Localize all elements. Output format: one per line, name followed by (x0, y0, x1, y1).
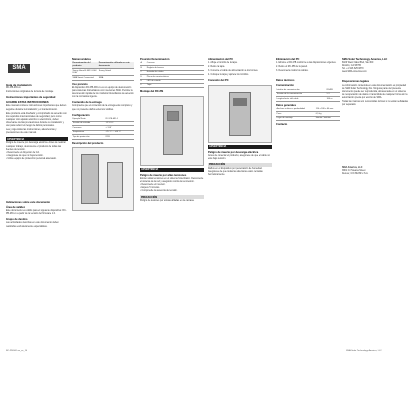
scope-heading: Contenido de la entrega (72, 101, 102, 105)
table-cell: -25 °C ... +60 °C (105, 130, 134, 134)
intro-paragraph-3: Lea y siga todas las instrucciones, advertencias y precauciones de este manual. (6, 129, 57, 135)
table-cell: Longitud máx. del cable (276, 97, 326, 101)
table-header: Denominación utilizada en este documento (98, 62, 134, 69)
scope-text: Compruebe que el contenido de la entrega esté completo y que no presente daños externos visibles. (72, 105, 133, 111)
legal-heading: Disposiciones legales (342, 80, 370, 84)
table-cell: RC-PB-MO-1 (105, 118, 134, 122)
figure-caption: Conexión del PC (208, 79, 229, 83)
table-cell: 5 V (326, 92, 340, 96)
step-item: 1. Elimine el RC-PB conforme a las disposiciones vigentes. (276, 62, 337, 65)
table-cell: SMA Smart Connected (72, 76, 98, 80)
list-item: • Desconecte el inversor. (140, 184, 204, 187)
table-cell: Ejemplo/Texto (72, 118, 105, 122)
step-item: 4. Coloque la tapa y apriete los tornillos. (208, 74, 249, 77)
column-4 (208, 56, 272, 177)
table-cell: RS485 (326, 89, 340, 93)
figure-caption: Montaje del RC-PB (140, 90, 164, 94)
use-heading: Uso previsto (72, 82, 88, 86)
warning-text: Peligro de muerte por descarga eléctrica. Antes de realizar cualquier trabajo, desconecte el producto de todas las fuentes de tensión. (6, 142, 66, 151)
table-cell: D (140, 75, 146, 79)
save-instructions-heading: GUARDE ESTAS INSTRUCCIONES (6, 101, 49, 105)
device-cover-illustration (107, 162, 123, 198)
table-cell: 0,5 kg (315, 112, 340, 116)
contact-line: Tel. +1 916 625 0870 (342, 68, 364, 71)
warning-heading: Peligro de muerte por altas tensiones (140, 173, 187, 177)
step-item: 2. Retire la tapa. (208, 66, 225, 69)
list-item: • Compruebe la ausencia de tensión. (140, 190, 204, 193)
warning-text: Existen altas tensiones en el sistema fotovoltaico. Desconecte el sistema de la red y asegúrelo contra la reconexión. (140, 177, 204, 183)
address-block (342, 167, 408, 176)
step-item: 1. Afloje el tornillo de la tapa. (208, 62, 238, 65)
table-row (276, 116, 340, 120)
connection-figure (208, 85, 272, 143)
general-table (276, 108, 340, 121)
table-cell: Peso (276, 112, 315, 116)
address-line: Denver, CO 80239 U.S.A. (342, 173, 369, 176)
warning-list (140, 184, 204, 193)
model-number: RC-PB-MO-xx (6, 87, 21, 90)
list-item: • Asegúrese de que no haya tensión. (6, 155, 68, 158)
config-table (72, 118, 134, 140)
step-item: 2. Retire el RC-PB de la pared. (276, 66, 308, 69)
step-item: 3. Desconecte todos los cables. (276, 70, 309, 73)
list-item: • Espere 5 minutos. (140, 187, 204, 190)
table-row (140, 84, 204, 88)
warning-banner: ADVERTENCIA (6, 137, 68, 141)
table-cell: 114 x 180 x 60 mm (315, 108, 340, 112)
intro-paragraph-2: Este producto está diseñado y comprobado de acuerdo con los requisitos internacionales de seguridad, pero como cualquier otro aparato eléctrico o electrónico, deben observarse ciertas precauciones durante su instalación y uso para reducir el riesgo de daños personales. (6, 112, 67, 128)
table-cell: Entrada de cables (146, 70, 204, 74)
table-title: Números/datos (72, 58, 91, 61)
table-cell: SMA (98, 76, 134, 80)
footer-right: SMA Solar Technology America, LLC (346, 350, 382, 352)
list-item: • Desconecte el disyuntor de CA. (6, 152, 68, 155)
positions-table (140, 62, 204, 88)
table-cell: Carcasa (146, 62, 204, 66)
table-cell: 12 V DC (105, 122, 134, 126)
table-cell: Anchura x altura x profundidad (276, 108, 315, 112)
general-data-heading: Datos generales (276, 103, 297, 107)
table-cell: IP65 (105, 135, 134, 139)
warning-list (6, 152, 68, 161)
column-6 (342, 56, 408, 177)
address-line: SMA America, LLC (342, 167, 363, 170)
section-text: Este documento es válido para el siguiente dispositivo: RC-PB-MO-xx a partir de la versión del firmware 1.0. (6, 210, 67, 216)
warning-heading: Peligro de muerte por descarga eléctrica (208, 150, 259, 154)
connector-illustration (233, 98, 247, 106)
table-row (72, 135, 134, 139)
table-cell: LED de estado (146, 79, 204, 83)
communication-table (276, 89, 340, 102)
table-header: Denominación del producto (72, 62, 98, 69)
table-cell: 100 m (326, 97, 340, 101)
caution-banner: PRECAUCIÓN (140, 195, 204, 199)
section-subheading: Área de validez (6, 206, 25, 210)
contact-line: 6020 West Oaks Blvd, Ste 300 (342, 62, 374, 65)
warning-text: Antes de conectar el producto, asegúrese de que el cable no esté bajo tensión. (208, 154, 270, 160)
address-line: 3801 N. Havana Street (342, 170, 366, 173)
list-item: • Utilice equipo de protección personal adecuado. (6, 158, 68, 161)
table-cell: Temperatura (72, 130, 105, 134)
section-subheading: Grupo de destino (6, 218, 28, 222)
doc-title: Guía de instalación (6, 83, 32, 87)
step-item: 3. Conecte el cable de alimentación a los bornes. (208, 70, 259, 73)
column-1 (6, 84, 68, 229)
caution-text: Peligro de lesiones por aristas afiladas en la carcasa. (140, 200, 195, 203)
contact-line: www.SMA-America.com (342, 71, 367, 74)
communication-subheading: Comunicación (276, 84, 294, 88)
trademark-text: Todas las marcas son reconocidas incluso si no están señaladas por separado. (342, 101, 408, 107)
sma-logo: SMA (8, 64, 30, 73)
mounting-figure (140, 96, 204, 166)
warning-banner: ADVERTENCIA (208, 145, 272, 149)
contact-line: Rocklin, CA 95765 (342, 65, 361, 68)
contact-company: SMA Solar Technology America, LLC (342, 58, 388, 61)
column-5 (276, 56, 340, 126)
device-illustration (81, 154, 99, 204)
table-cell: Interfaz de comunicación (276, 89, 326, 93)
safety-heading: Instrucciones importantes de seguridad (6, 96, 56, 100)
table-cell: Lugar de montaje (276, 116, 315, 120)
table-cell: Regleta de bornes (146, 66, 204, 70)
table-cell: Tipo de protección (72, 135, 105, 139)
table-row (276, 97, 340, 101)
table-cell: Interior / exterior (315, 116, 340, 120)
table-cell: Tensión de la comunicación (276, 92, 326, 96)
legal-text: La información contenida en esta documentación es propiedad de SMA Solar Technology AG. Ninguna parte del presente documento puede ser reproducida, almacenada en un sistema de recuperación de datos o transmitida de cualquier forma sin la autorización previa por escrito de SMA. (342, 84, 408, 99)
product-figure (72, 147, 134, 211)
table-cell: E (140, 79, 146, 83)
caution-text: Daños en el dispositivo por penetración de humedad. Asegúrese de que todas las aberturas estén cerradas herméticamente. (208, 168, 263, 177)
table-cell: B (140, 66, 146, 70)
table-cell: C (140, 70, 146, 74)
table-cell: Tensión de entrada (72, 122, 105, 126)
disposal-heading: Eliminación del PC (276, 58, 300, 61)
subtitle: Instrucciones originales de la Guía de montaje (6, 91, 54, 94)
table-cell: Sunny Island (98, 69, 134, 76)
caution-banner: PRECAUCIÓN (208, 163, 272, 167)
column-3 (140, 56, 204, 203)
warning-banner: ADVERTENCIA (140, 168, 204, 172)
column-2 (72, 56, 134, 211)
terminal-block-illustration (167, 111, 179, 121)
section-text: Las actividades descritas en este documento deben realizarlas exclusivamente especialistas. (6, 222, 59, 228)
use-text: El dispositivo RC-PB-MO-xx es un equipo de desconexión para sistemas fotovoltaicos con inversores SMA. Permite la desconexión rápida de los módulos fotovoltaicos de acuerdo con la normativa vigente. (72, 86, 134, 99)
positions-title: Posición Denominación (140, 58, 170, 61)
table-row (72, 69, 134, 76)
section-heading: Indicaciones sobre este documento (6, 200, 51, 204)
step-heading: Alimentación del PC (208, 58, 234, 61)
table-cell: Consumo (72, 126, 105, 130)
technical-data-heading: Datos técnicos (276, 79, 295, 83)
table-cell: Tapa (146, 84, 204, 88)
table-row (72, 76, 134, 80)
config-heading: Configuración (72, 113, 90, 117)
contact-heading: Contacto (276, 123, 288, 126)
table-cell: < 3 W (105, 126, 134, 130)
intro-paragraph-1: Este manual contiene instrucciones importantes que deben seguirse durante la instalación y el mantenimiento. (6, 105, 67, 111)
table-cell: A (140, 62, 146, 66)
table-cell: F (140, 84, 146, 88)
table-cell: Sunny Island 4.4M / 6.0H / 8.0H (72, 69, 97, 75)
footer-left: RC-PB-MO-xx_es_10 (6, 350, 28, 352)
table-cell: Placa de características (146, 75, 204, 79)
figure-caption: Descripción del producto (72, 141, 104, 145)
product-table (72, 62, 134, 81)
